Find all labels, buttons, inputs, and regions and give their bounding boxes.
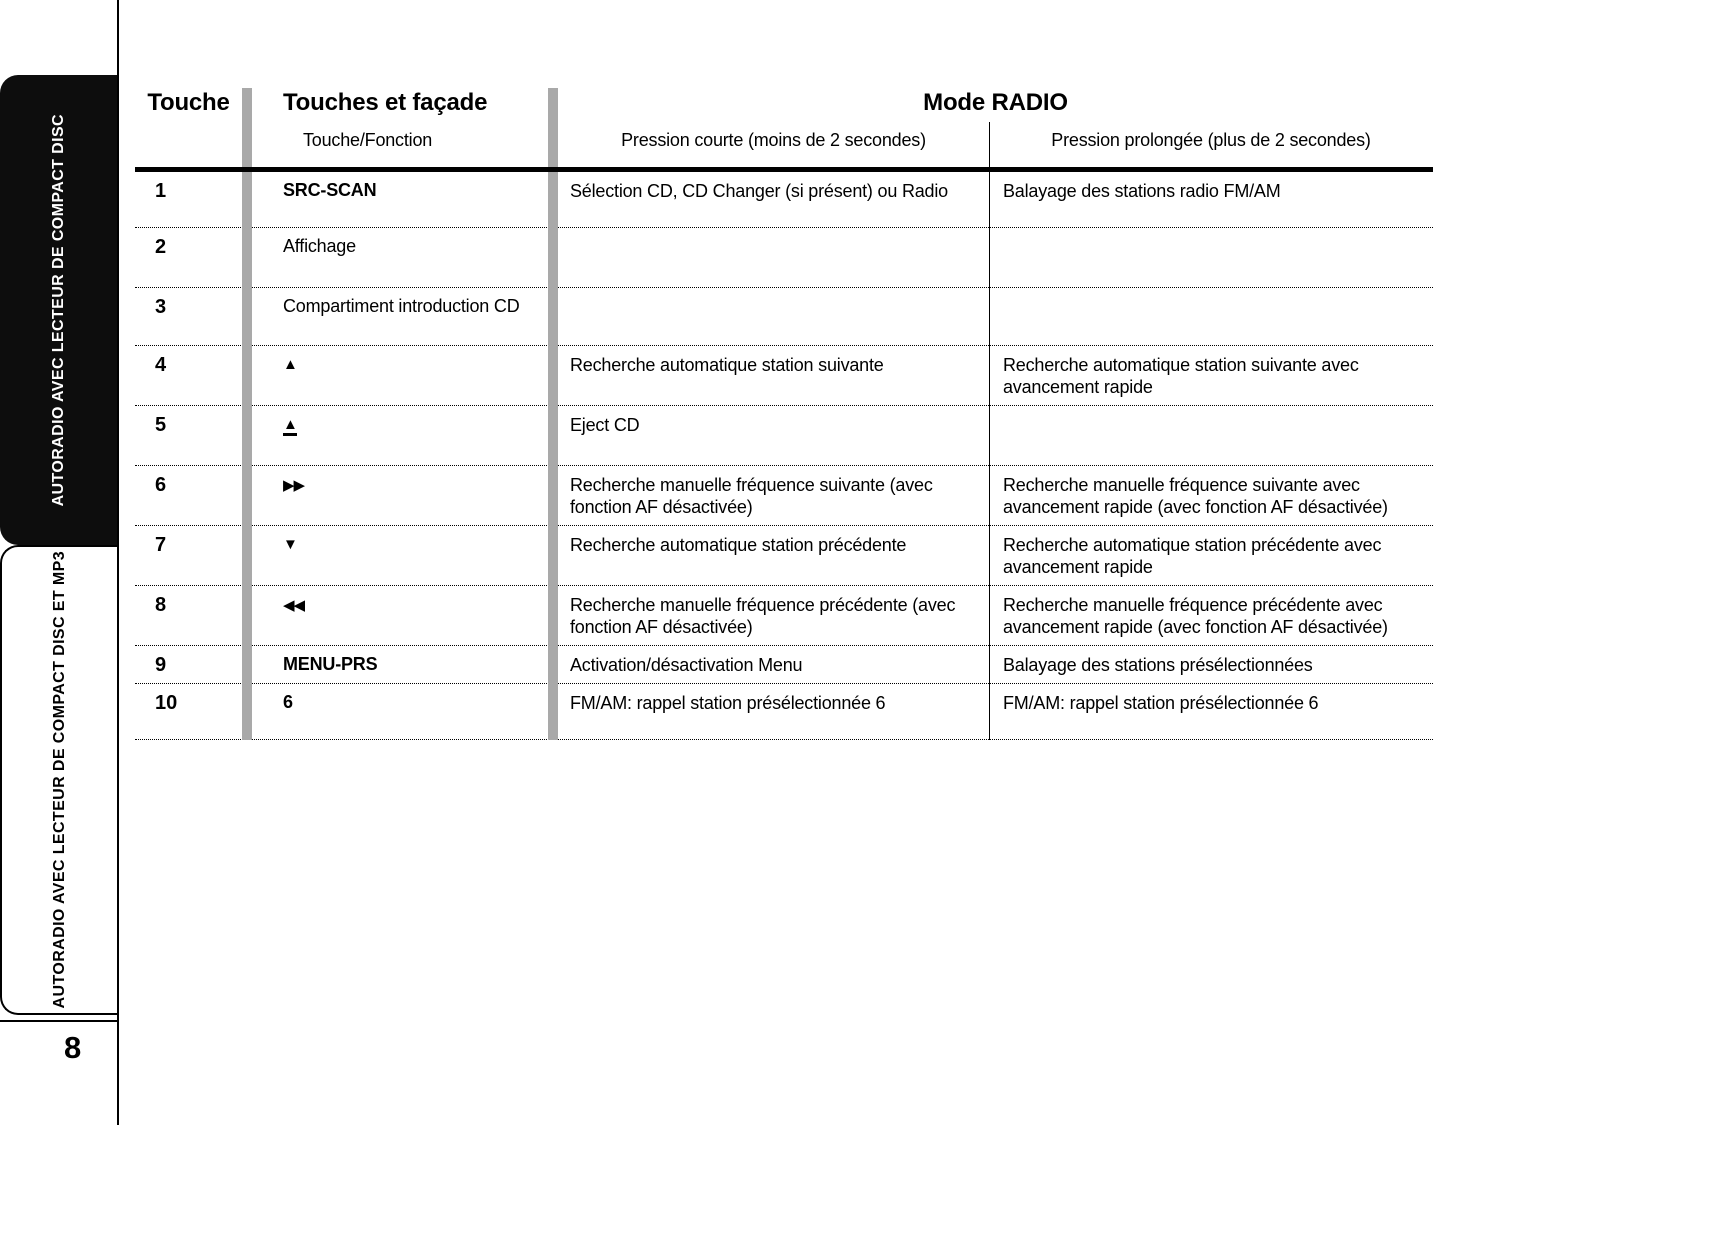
row-long-press	[989, 288, 1433, 345]
table-row	[135, 526, 1433, 586]
header-rule	[135, 167, 1433, 172]
rewind-icon: ◀◀	[283, 597, 305, 614]
page-number: 8	[64, 1030, 82, 1065]
row-long-press: Recherche manuelle fréquence précédente avec avancement rapide (avec fonction AF désactivée)	[1003, 595, 1388, 637]
table-row	[135, 684, 1433, 740]
row-number: 8	[155, 594, 167, 616]
column-separator-bar	[242, 88, 252, 740]
header-mode-radio: Mode RADIO	[923, 89, 1068, 116]
row-key-label: Affichage	[283, 236, 356, 256]
row-key-label: Compartiment introduction CD	[283, 296, 520, 316]
row-long-press	[989, 406, 1433, 465]
row-number: 2	[155, 236, 167, 258]
row-short-press	[558, 228, 989, 287]
table-header	[135, 85, 1433, 172]
table-row	[135, 646, 1433, 684]
row-number: 6	[155, 474, 167, 496]
row-short-press: Recherche manuelle fréquence suivante (avec fonction AF désactivée)	[570, 475, 933, 517]
table-row	[135, 406, 1433, 466]
row-number: 1	[155, 180, 167, 202]
table-row	[135, 288, 1433, 346]
row-key-label: MENU-PRS	[283, 654, 378, 674]
table-row	[135, 172, 1433, 228]
header-touche: Touche	[147, 89, 230, 116]
row-number: 5	[155, 414, 167, 436]
row-short-press: Eject CD	[570, 415, 640, 435]
row-number: 7	[155, 534, 167, 556]
row-long-press: Balayage des stations radio FM/AM	[1003, 181, 1281, 201]
table-row	[135, 466, 1433, 526]
left-edge-rule	[117, 0, 119, 1125]
subheader-touche-fonction: Touche/Fonction	[303, 130, 433, 150]
row-short-press: Recherche manuelle fréquence précédente (avec fonction AF désactivée)	[570, 595, 956, 637]
press-columns-divider	[989, 122, 990, 740]
row-long-press: Recherche automatique station précédente avec avancement rapide	[1003, 535, 1382, 577]
row-long-press: Recherche automatique station suivante avec avancement rapide	[1003, 355, 1359, 397]
row-number: 9	[155, 654, 167, 676]
table-row	[135, 586, 1433, 646]
row-long-press	[989, 228, 1433, 287]
fast-forward-icon: ▶▶	[283, 477, 305, 494]
table-row	[135, 228, 1433, 288]
row-key-label: 6	[283, 692, 293, 712]
row-long-press: Balayage des stations présélectionnées	[1003, 655, 1313, 675]
eject-icon: ▲	[283, 418, 297, 436]
row-key-label: SRC-SCAN	[283, 180, 377, 200]
row-number: 3	[155, 296, 167, 318]
row-short-press: Recherche automatique station suivante	[570, 355, 884, 375]
sidebar-tab-mp3-label: AUTORADIO AVEC LECTEUR DE COMPACT DISC ET MP3	[50, 551, 68, 1009]
table-row	[135, 346, 1433, 406]
row-short-press: Sélection CD, CD Changer (si présent) ou Radio	[570, 181, 948, 201]
row-long-press: Recherche manuelle fréquence suivante avec avancement rapide (avec fonction AF désactivée)	[1003, 475, 1388, 517]
radio-mode-table	[135, 85, 1433, 740]
row-short-press: Recherche automatique station précédente	[570, 535, 907, 555]
row-number: 10	[155, 692, 178, 714]
row-number: 4	[155, 354, 167, 376]
page-number-box	[0, 1020, 117, 1125]
subheader-pression-courte: Pression courte (moins de 2 secondes)	[621, 130, 926, 150]
up-arrow-icon: ▲	[283, 356, 297, 373]
sidebar-tab-mp3	[0, 545, 117, 1015]
row-short-press	[558, 288, 989, 345]
row-short-press: Activation/désactivation Menu	[570, 655, 803, 675]
sidebar-tab-cd-label: AUTORADIO AVEC LECTEUR DE COMPACT DISC	[49, 113, 67, 507]
table-body	[135, 172, 1433, 740]
column-separator-bar	[548, 88, 558, 740]
row-long-press: FM/AM: rappel station présélectionnée 6	[1003, 693, 1319, 713]
sidebar-tab-cd	[0, 75, 117, 545]
row-short-press: FM/AM: rappel station présélectionnée 6	[570, 693, 886, 713]
header-touches-facade: Touches et façade	[283, 89, 488, 116]
subheader-pression-prolongee: Pression prolongée (plus de 2 secondes)	[1051, 130, 1371, 150]
down-arrow-icon: ▼	[283, 536, 297, 553]
